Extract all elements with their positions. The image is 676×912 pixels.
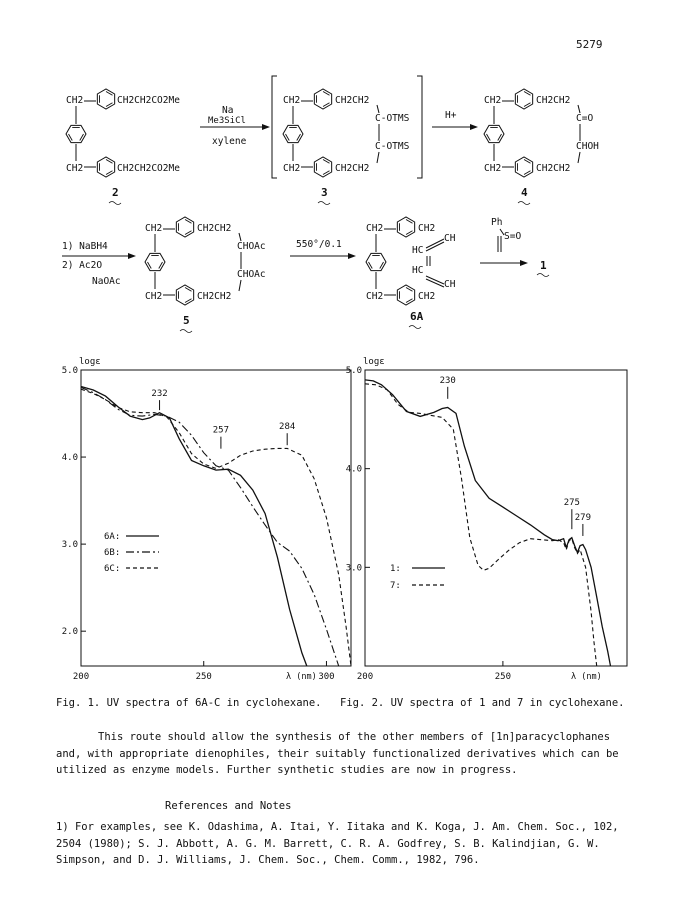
arrow-4	[480, 260, 528, 266]
references-list	[56, 819, 646, 869]
peak-label: 232	[151, 389, 168, 400]
legend-label: 6B:	[104, 548, 121, 558]
arrow-2-above: H+	[445, 110, 457, 121]
chain-top: CH2CH2	[335, 95, 370, 106]
y-axis-label: logε	[363, 357, 385, 367]
peak-label: 230	[439, 375, 456, 386]
arrow-1-above: Na	[222, 105, 234, 116]
figure-2-chart	[340, 355, 640, 685]
x-tick-label: 300	[318, 672, 335, 682]
compound-3-structure	[283, 89, 410, 205]
ring-link-ch2-bottom: CH2	[366, 291, 384, 302]
bridge-group-1: C=O	[576, 113, 594, 124]
y-tick-label: 3.0	[61, 540, 78, 551]
arrow-1-middle: Me3SiCl	[208, 116, 246, 126]
bond	[377, 152, 379, 163]
y-tick-label: 4.0	[61, 453, 78, 464]
bond	[377, 105, 379, 113]
reagent-so: S=O	[504, 231, 522, 242]
x-axis-label: λ (nm)	[571, 672, 602, 682]
underline-tilde	[109, 202, 121, 205]
arrow-reduction	[62, 253, 136, 259]
bond	[239, 233, 241, 241]
legend-label: 6A:	[104, 532, 121, 542]
hc-2: HC	[412, 265, 424, 276]
ring-link-ch2-top: CH2	[66, 95, 84, 106]
ch-bottom: CH	[444, 279, 456, 290]
bridge-group-2: CHOH	[576, 141, 599, 152]
chain-top: CH2CH2	[536, 95, 571, 106]
x-axis-label: λ (nm)	[286, 672, 317, 682]
ch2-top: CH2	[418, 223, 436, 234]
peak-label: 284	[279, 422, 296, 433]
chain-top: CH2CH2	[197, 223, 232, 234]
series-line-7	[365, 384, 597, 666]
compound-6a-structure	[366, 217, 456, 329]
underline-tilde	[180, 330, 192, 333]
bridge-group-2: CHOAc	[237, 269, 266, 280]
figure-1-caption: Fig. 1. UV spectra of 6A-C in cyclohexane.	[56, 697, 322, 709]
reagent-line-2: 2) Ac2O	[62, 260, 103, 271]
bridge-group-1: C-OTMS	[375, 113, 410, 124]
chain-bottom: CH2CH2	[536, 163, 571, 174]
bond	[578, 152, 580, 163]
peak-label: 257	[212, 425, 230, 436]
arrow-3-above: 550°/0.1	[296, 239, 342, 250]
y-tick-label: 3.0	[345, 563, 362, 574]
compound-4-structure	[484, 89, 599, 205]
product-number-tilde	[537, 274, 549, 277]
ring-link-ch2-top: CH2	[484, 95, 502, 106]
reagent-line-1: 1) NaBH4	[62, 241, 108, 252]
bracket-left	[272, 76, 277, 178]
y-axis-label: logε	[79, 357, 101, 367]
x-tick-label: 200	[72, 672, 90, 682]
peak-label: 275	[563, 498, 580, 509]
ring-link-ch2-top: CH2	[283, 95, 301, 106]
series-line-6a	[81, 387, 307, 667]
underline-tilde	[518, 202, 530, 205]
arrow-2	[432, 124, 478, 130]
peak-label: 279	[574, 512, 592, 523]
figure-1-chart	[56, 355, 356, 685]
reagent-line-3: NaOAc	[92, 276, 121, 287]
y-tick-label: 2.0	[61, 627, 78, 638]
body-paragraph: This route should allow the synthesis of the other members of [1n]paracyclophanes and, with appropriate dienophiles, their suitably functionalized derivatives which can be utilized as enzyme models. Further synthetic studies are now in progress.	[56, 731, 619, 776]
compound-2-bottom-arm: CH2CH2CO2Me	[117, 163, 180, 174]
legend-label: 7:	[390, 581, 401, 591]
compound-6a-number: 6A	[410, 310, 424, 323]
bridge-group-1: CHOAc	[237, 241, 266, 252]
ring-link-ch2-bottom: CH2	[283, 163, 301, 174]
plot-frame	[81, 370, 351, 666]
y-tick-label: 4.0	[345, 464, 362, 475]
y-tick-label: 5.0	[61, 366, 78, 376]
ring-link-ch2-top: CH2	[366, 223, 384, 234]
arrow-1-below: xylene	[212, 136, 247, 147]
series-line-1	[365, 380, 611, 666]
legend-label: 1:	[390, 564, 401, 574]
underline-tilde	[318, 202, 330, 205]
chain-bottom: CH2CH2	[197, 291, 232, 302]
references-heading: References and Notes	[165, 800, 292, 812]
chain-bottom: CH2CH2	[335, 163, 370, 174]
bridge-group-2: C-OTMS	[375, 141, 410, 152]
reference-item: 1) For examples, see K. Odashima, A. Itai, Y. Iitaka and K. Koga, J. Am. Chem. Soc., 102, 2504 (1980); S. J. Abbott, A. G. M. Barrett, C. R. A. Godfrey, S. B. Kalindjian, G. W. Simpson, and D. J. Williams, J. Chem. Soc., Chem. Comm., 1982, 796.	[56, 821, 619, 866]
compound-number: 3	[321, 186, 328, 199]
legend-label: 6C:	[104, 564, 121, 574]
reagent-ph: Ph	[491, 217, 503, 228]
hc-1: HC	[412, 245, 424, 256]
arrow-3	[290, 253, 356, 259]
ring-link-ch2-bottom: CH2	[66, 163, 84, 174]
ch-top: CH	[444, 233, 456, 244]
y-tick-label: 5.0	[345, 366, 362, 376]
ch2-bottom: CH2	[418, 291, 436, 302]
ring-link-ch2-bottom: CH2	[145, 291, 163, 302]
bond	[578, 105, 580, 113]
x-tick-label: 200	[356, 672, 374, 682]
compound-2-number: 2	[112, 186, 119, 199]
body-paragraph-block	[56, 729, 636, 779]
series-line-6b	[81, 387, 339, 666]
ring-link-ch2-top: CH2	[145, 223, 163, 234]
product-number: 1	[540, 259, 547, 272]
page-number: 5279	[576, 38, 603, 51]
x-tick-label: 250	[195, 672, 212, 682]
compound-5-structure	[145, 217, 266, 333]
x-tick-label: 250	[494, 672, 512, 682]
figure-2-caption: Fig. 2. UV spectra of 1 and 7 in cyclohexane.	[340, 697, 625, 709]
compound-number: 5	[183, 314, 190, 327]
underline-tilde	[409, 326, 421, 329]
bracket-right	[417, 76, 422, 178]
compound-2-top-arm: CH2CH2CO2Me	[117, 95, 180, 106]
bond	[239, 280, 241, 291]
reaction-scheme	[0, 0, 676, 340]
ring-link-ch2-bottom: CH2	[484, 163, 502, 174]
compound-number: 4	[521, 186, 528, 199]
compound-2-structure	[66, 89, 180, 205]
